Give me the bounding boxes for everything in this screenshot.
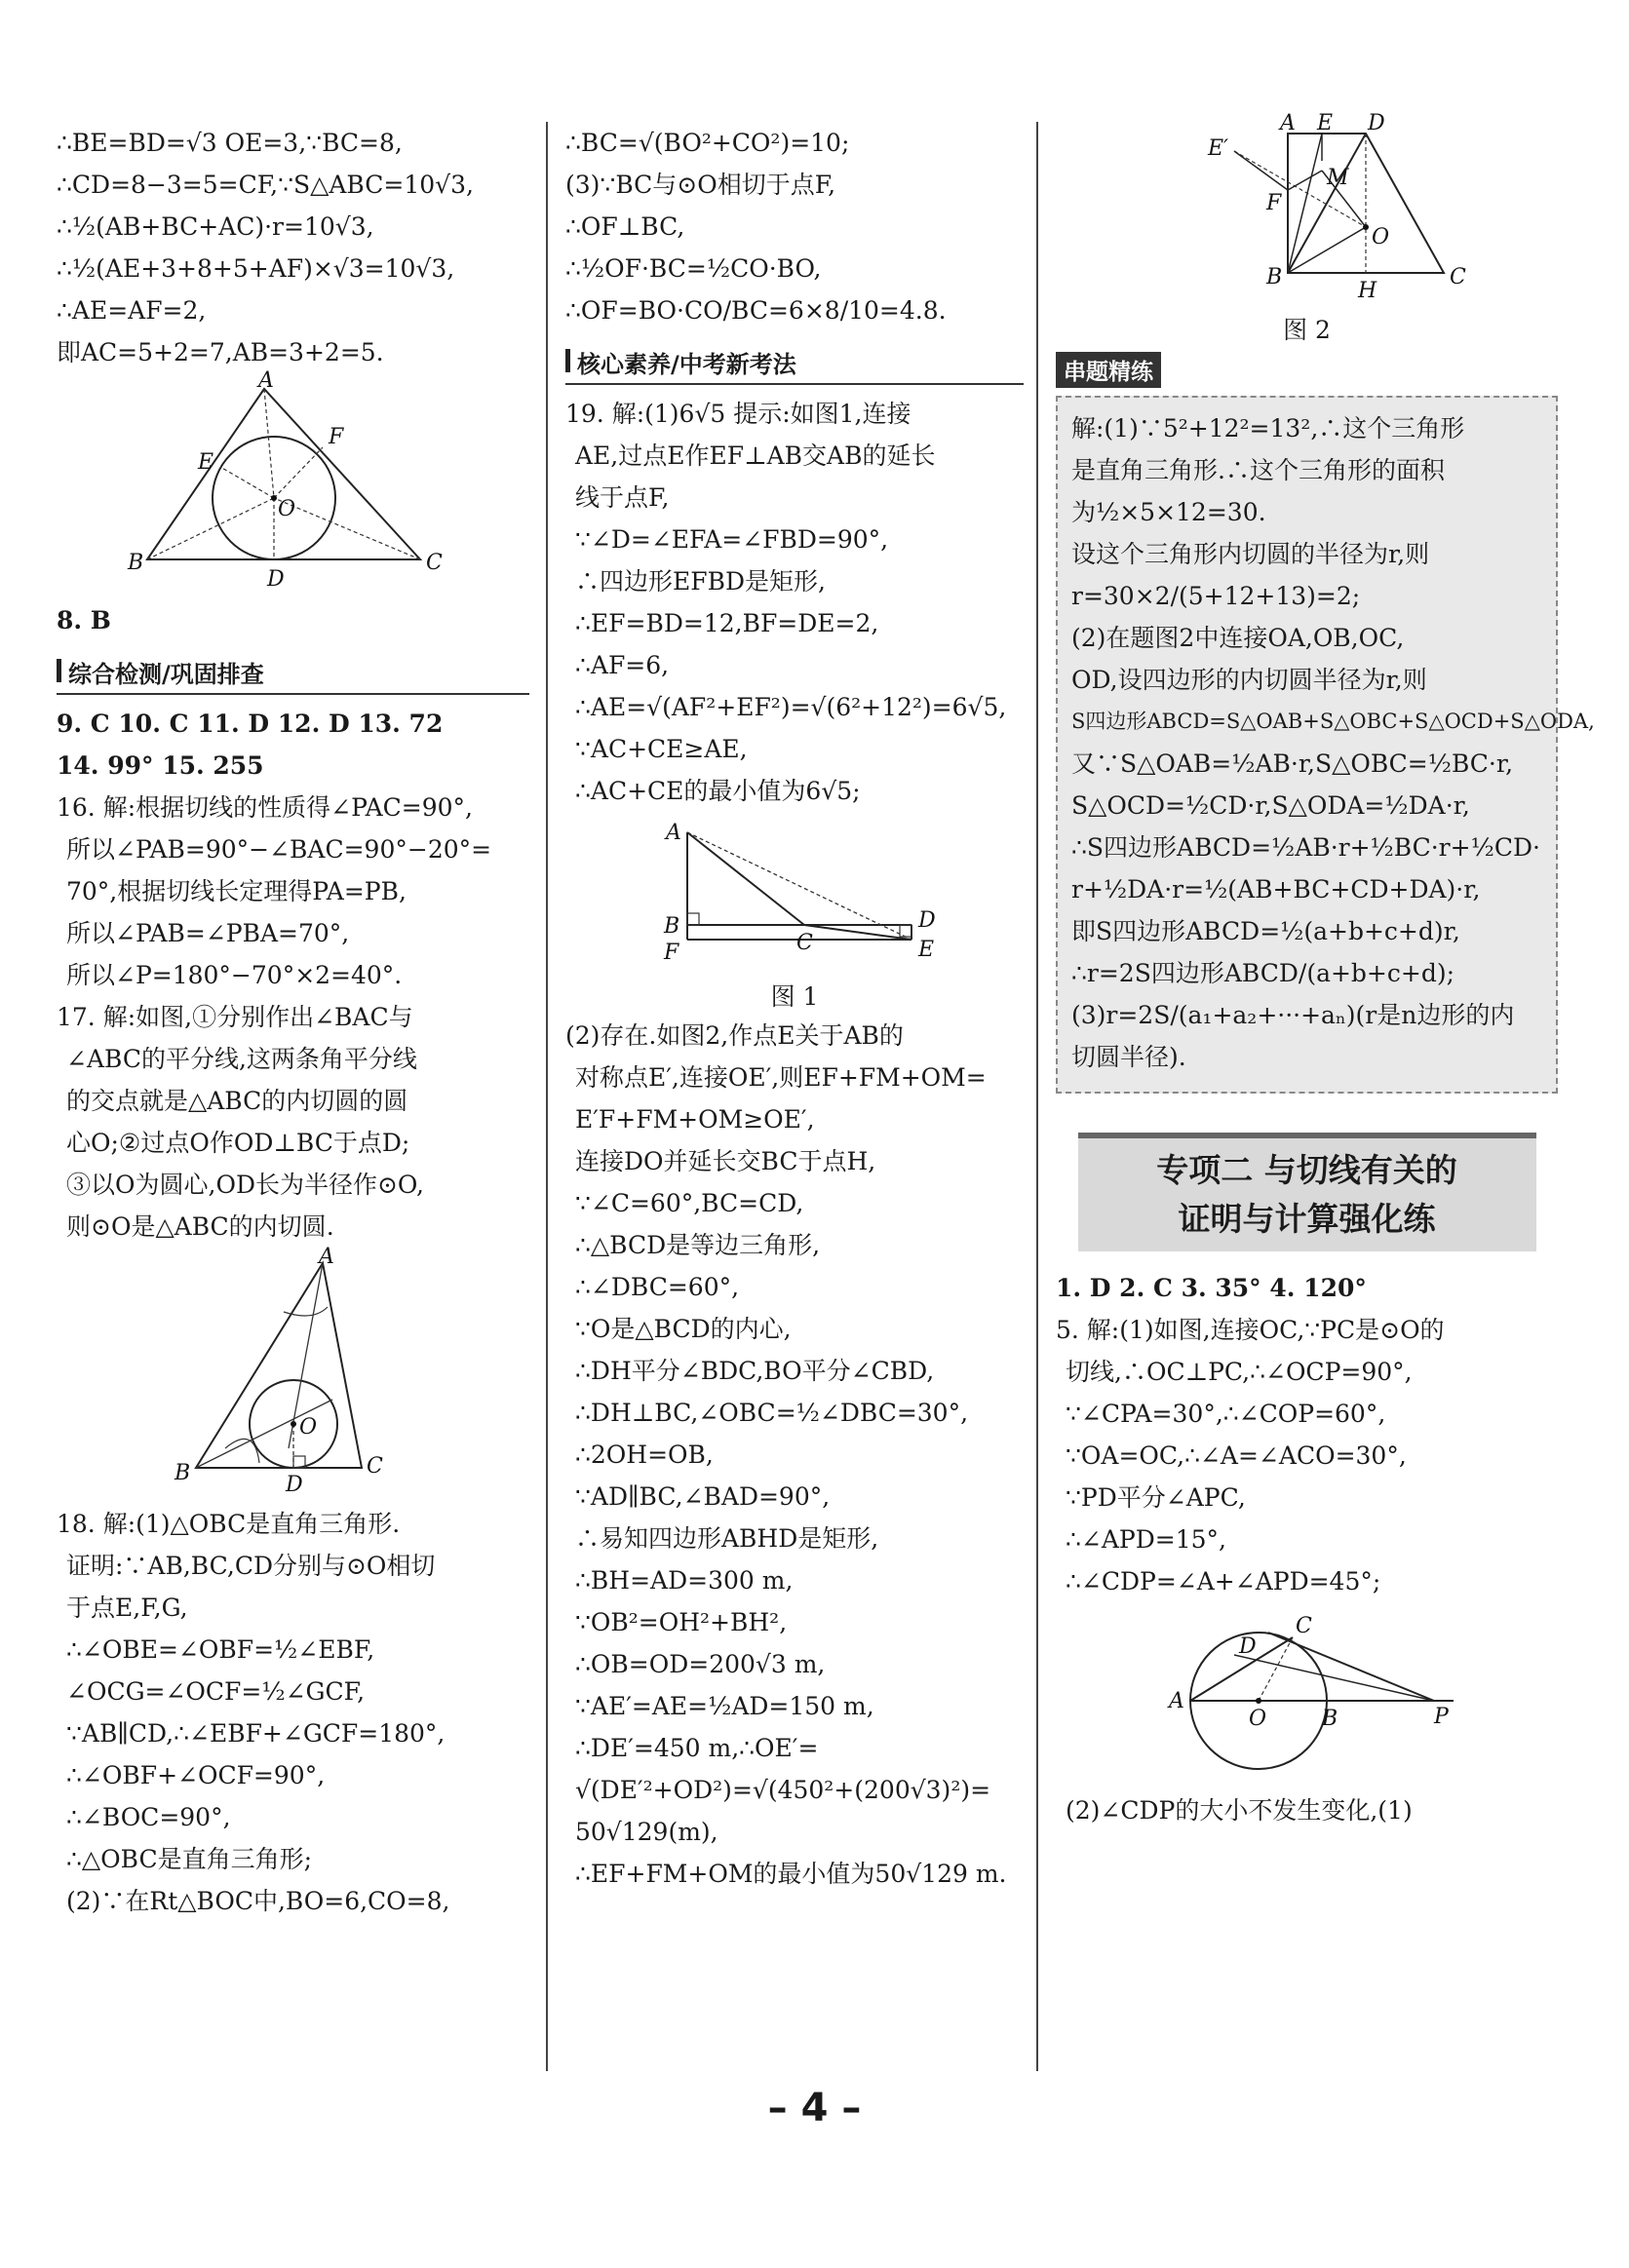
text-line: ∴BC=√(BO²+CO²)=10; <box>565 129 850 157</box>
text-line: ∴∠BOC=90°, <box>66 1803 231 1831</box>
text-line: AE,过点E作EF⊥AB交AB的延长 <box>575 442 936 470</box>
text-line: ∴AE=√(AF²+EF²)=√(6²+12²)=6√5, <box>575 693 1007 721</box>
figure-1-caption: 图 1 <box>770 982 819 1011</box>
text-line: ∴S四边形ABCD=½AB·r+½BC·r+½CD· <box>1071 833 1540 862</box>
banner-line-2: 证明与计算强化练 <box>1178 1200 1436 1238</box>
text-line: ∴DE′=450 m,∴OE′= <box>575 1734 819 1762</box>
text-line: ∴OF⊥BC, <box>565 212 685 241</box>
text-line: 切线,∴OC⊥PC,∴∠OCP=90°, <box>1066 1358 1413 1386</box>
label-e: E <box>197 450 213 475</box>
column-divider-1 <box>546 122 548 2071</box>
text-line: 对称点E′,连接OE′,则EF+FM+OM= <box>575 1063 987 1092</box>
label-e-prime: E′ <box>1207 136 1228 161</box>
text-line: S四边形ABCD=S△OAB+S△OBC+S△OCD+S△ODA, <box>1071 710 1595 733</box>
triangle-abc <box>147 389 420 559</box>
text-line: ∴易知四边形ABHD是矩形, <box>575 1524 879 1553</box>
label-d: D <box>1367 111 1385 135</box>
label-a: A <box>666 821 681 845</box>
text-line: ∴BE=BD=√3 OE=3,∵BC=8, <box>57 129 403 157</box>
answers-row-1: 9. C 10. C 11. D 12. D 13. 72 <box>57 710 444 738</box>
text-line: (2)在题图2中连接OA,OB,OC, <box>1071 624 1405 652</box>
text-line: ∴r=2S四边形ABCD/(a+b+c+d); <box>1071 959 1455 987</box>
page-number: – 4 – <box>767 2086 862 2131</box>
text-line: 于点E,F,G, <box>66 1594 188 1622</box>
text-line: S△OCD=½CD·r,S△ODA=½DA·r, <box>1071 791 1470 820</box>
text-line: 所以∠P=180°−70°×2=40°. <box>66 961 403 989</box>
text-line: ∴EF+FM+OM的最小值为50√129 m. <box>575 1860 1007 1888</box>
text-line: ∴½(AE+3+8+5+AF)×√3=10√3, <box>57 254 455 283</box>
text-line: ∵AD∥BC,∠BAD=90°, <box>575 1482 831 1511</box>
text-line: ∴AF=6, <box>575 651 670 679</box>
label-o: O <box>298 1415 317 1440</box>
construction-figure <box>167 1245 420 1497</box>
text-line: ∵AC+CE≥AE, <box>575 735 748 763</box>
section-heading-2: 核心素养/中考新考法 <box>565 345 1024 385</box>
label-b: B <box>127 551 143 575</box>
text-line: 50√129(m), <box>575 1818 718 1846</box>
text-line: E′F+FM+OM≥OE′, <box>575 1105 815 1134</box>
text-line: ③以O为圆心,OD长为半径作⊙O, <box>66 1171 424 1199</box>
text-line: r+½DA·r=½(AB+BC+CD+DA)·r, <box>1071 875 1481 903</box>
label-o: O <box>1371 225 1389 250</box>
text-line: 证明:∵AB,BC,CD分别与⊙O相切 <box>66 1552 436 1580</box>
text-line: 的交点就是△ABC的内切圆的圆 <box>66 1087 408 1115</box>
text-line: 5. 解:(1)如图,连接OC,∵PC是⊙O的 <box>1056 1316 1445 1344</box>
text-line: ∴∠CDP=∠A+∠APD=45°; <box>1066 1567 1381 1595</box>
text-line: ∴∠OBF+∠OCF=90°, <box>66 1761 326 1789</box>
topic-banner <box>1078 1133 1536 1251</box>
figure-1 <box>639 818 950 974</box>
text-line: ∴½(AB+BC+AC)·r=10√3, <box>57 212 374 241</box>
triangle-abc-2 <box>196 1263 362 1468</box>
column-2 <box>565 122 1024 1895</box>
label-c: C <box>366 1454 383 1479</box>
text-line: ∴∠OBE=∠OBF=½∠EBF, <box>66 1635 375 1664</box>
answers-row-2: 14. 99° 15. 255 <box>57 751 264 780</box>
column-divider-2 <box>1036 122 1038 2071</box>
text-line: (2)存在.如图2,作点E关于AB的 <box>565 1021 904 1050</box>
text-line: (3)∵BC与⊙O相切于点F, <box>565 171 836 199</box>
text-line: ∵AB∥CD,∴∠EBF+∠GCF=180°, <box>66 1719 446 1748</box>
label-c: C <box>1295 1614 1312 1638</box>
label-c: C <box>425 551 443 575</box>
text-line: 17. 解:如图,①分别作出∠BAC与 <box>57 1003 413 1031</box>
label-f: F <box>328 425 343 449</box>
text-line: ∵PD平分∠APC, <box>1066 1483 1246 1512</box>
text-line: ∴2OH=OB, <box>575 1441 714 1469</box>
text-line: 连接DO并延长交BC于点H, <box>575 1147 876 1175</box>
label-d: D <box>918 908 936 933</box>
label-o: O <box>277 497 295 521</box>
label-f: F <box>664 941 679 965</box>
column-3 <box>1056 111 1595 1831</box>
text-line: ∠OCG=∠OCF=½∠GCF, <box>66 1677 366 1706</box>
text-line: 则⊙O是△ABC的内切圆. <box>66 1212 334 1241</box>
label-m: M <box>1326 166 1349 190</box>
label-d: D <box>266 567 285 592</box>
text-line: ∵O是△BCD的内心, <box>575 1315 792 1343</box>
label-a: A <box>257 368 274 393</box>
text-line: (2)∵在Rt△BOC中,BO=6,CO=8, <box>66 1887 450 1915</box>
text-line: 即AC=5+2=7,AB=3+2=5. <box>57 338 384 366</box>
text-line: OD,设四边形的内切圆半径为r,则 <box>1071 666 1427 694</box>
text-line: ∴四边形EFBD是矩形, <box>575 567 826 596</box>
text-line: ∴AE=AF=2, <box>57 296 207 325</box>
label-f: F <box>1265 191 1281 215</box>
text-line: 又∵S△OAB=½AB·r,S△OBC=½BC·r, <box>1071 750 1514 778</box>
text-line: ∵∠D=∠EFA=∠FBD=90°, <box>575 525 889 554</box>
answers-row: 1. D 2. C 3. 35° 4. 120° <box>1056 1274 1367 1302</box>
section-heading-1: 综合检测/巩固排查 <box>57 655 529 695</box>
text-line: ∴EF=BD=12,BF=DE=2, <box>575 609 879 637</box>
practice-tag: 串题精练 <box>1056 352 1161 388</box>
label-a: A <box>1279 111 1296 135</box>
text-line: ∵∠C=60°,BC=CD, <box>575 1189 804 1217</box>
practice-box <box>1056 396 1595 1094</box>
text-line: ∴∠APD=15°, <box>1066 1525 1226 1554</box>
label-c: C <box>1449 265 1466 289</box>
text-line: 解:(1)∵5²+12²=13²,∴这个三角形 <box>1071 414 1465 442</box>
label-b: B <box>1321 1707 1338 1731</box>
label-a: A <box>318 1245 334 1269</box>
circle-tangent-figure <box>1142 1608 1473 1784</box>
text-line: ∵AE′=AE=½AD=150 m, <box>575 1692 874 1720</box>
column-1 <box>57 122 529 1922</box>
text-line: ∴AC+CE的最小值为6√5; <box>575 777 861 805</box>
text-line: 即S四边形ABCD=½(a+b+c+d)r, <box>1071 917 1460 945</box>
text-line: (3)r=2S/(a₁+a₂+···+aₙ)(r是n边形的内 <box>1071 1001 1515 1029</box>
text-line: ∵OA=OC,∴∠A=∠ACO=30°, <box>1066 1442 1407 1470</box>
text-line: ∴DH平分∠BDC,BO平分∠CBD, <box>575 1357 935 1385</box>
text-line: ∴DH⊥BC,∠OBC=½∠DBC=30°, <box>575 1399 969 1427</box>
text-line: ∴△BCD是等边三角形, <box>575 1231 821 1259</box>
label-h: H <box>1357 279 1377 303</box>
label-b: B <box>664 914 680 939</box>
text-line: r=30×2/(5+12+13)=2; <box>1071 582 1361 610</box>
text-line: ∴△OBC是直角三角形; <box>66 1845 313 1873</box>
figure-2 <box>1151 111 1466 307</box>
text-line: ∴CD=8−3=5=CF,∵S△ABC=10√3, <box>57 171 474 199</box>
text-line: 所以∠PAB=90°−∠BAC=90°−20°= <box>66 835 492 864</box>
text-line: 心O;②过点O作OD⊥BC于点D; <box>66 1129 410 1157</box>
text-line: ∴OF=BO·CO/BC=6×8/10=4.8. <box>565 296 947 325</box>
label-e: E <box>1316 111 1333 135</box>
label-a: A <box>1168 1689 1184 1713</box>
text-line: 是直角三角形.∴这个三角形的面积 <box>1071 456 1445 484</box>
text-line: 切圆半径). <box>1071 1043 1186 1071</box>
text-line: 线于点F, <box>575 483 670 512</box>
text-line: √(DE′²+OD²)=√(450²+(200√3)²)= <box>575 1776 991 1804</box>
figure-2-caption: 图 2 <box>1283 316 1331 344</box>
label-e: E <box>918 938 935 962</box>
text-line: 70°,根据切线长定理得PA=PB, <box>66 877 407 905</box>
label-b: B <box>1265 265 1282 289</box>
label-d: D <box>1238 1634 1257 1659</box>
text-line: ∴½OF·BC=½CO·BO, <box>565 254 822 283</box>
text-line: ∴OB=OD=200√3 m, <box>575 1650 826 1678</box>
text-line: ∴∠DBC=60°, <box>575 1273 740 1301</box>
label-d: D <box>285 1473 303 1497</box>
text-line: 19. 解:(1)6√5 提示:如图1,连接 <box>565 400 911 428</box>
text-line: 为½×5×12=30. <box>1071 498 1266 526</box>
incircle-figure-1 <box>127 368 459 594</box>
label-b: B <box>174 1461 190 1485</box>
text-line: ∴BH=AD=300 m, <box>575 1566 794 1595</box>
text-line: (2)∠CDP的大小不发生变化,(1) <box>1066 1796 1413 1825</box>
answer-8: 8. B <box>57 606 111 634</box>
text-line: 设这个三角形内切圆的半径为r,则 <box>1071 540 1430 568</box>
text-line: 16. 解:根据切线的性质得∠PAC=90°, <box>57 793 473 822</box>
text-line: 所以∠PAB=∠PBA=70°, <box>66 919 350 947</box>
text-line: ∵OB²=OH²+BH², <box>575 1608 788 1636</box>
label-o: O <box>1248 1707 1266 1731</box>
label-p: P <box>1433 1705 1449 1729</box>
text-line: 18. 解:(1)△OBC是直角三角形. <box>57 1510 401 1538</box>
label-c: C <box>796 931 813 955</box>
banner-line-1: 专项二 与切线有关的 <box>1156 1151 1457 1189</box>
text-line: ∠ABC的平分线,这两条角平分线 <box>66 1045 417 1073</box>
text-line: ∵∠CPA=30°,∴∠COP=60°, <box>1066 1400 1386 1428</box>
